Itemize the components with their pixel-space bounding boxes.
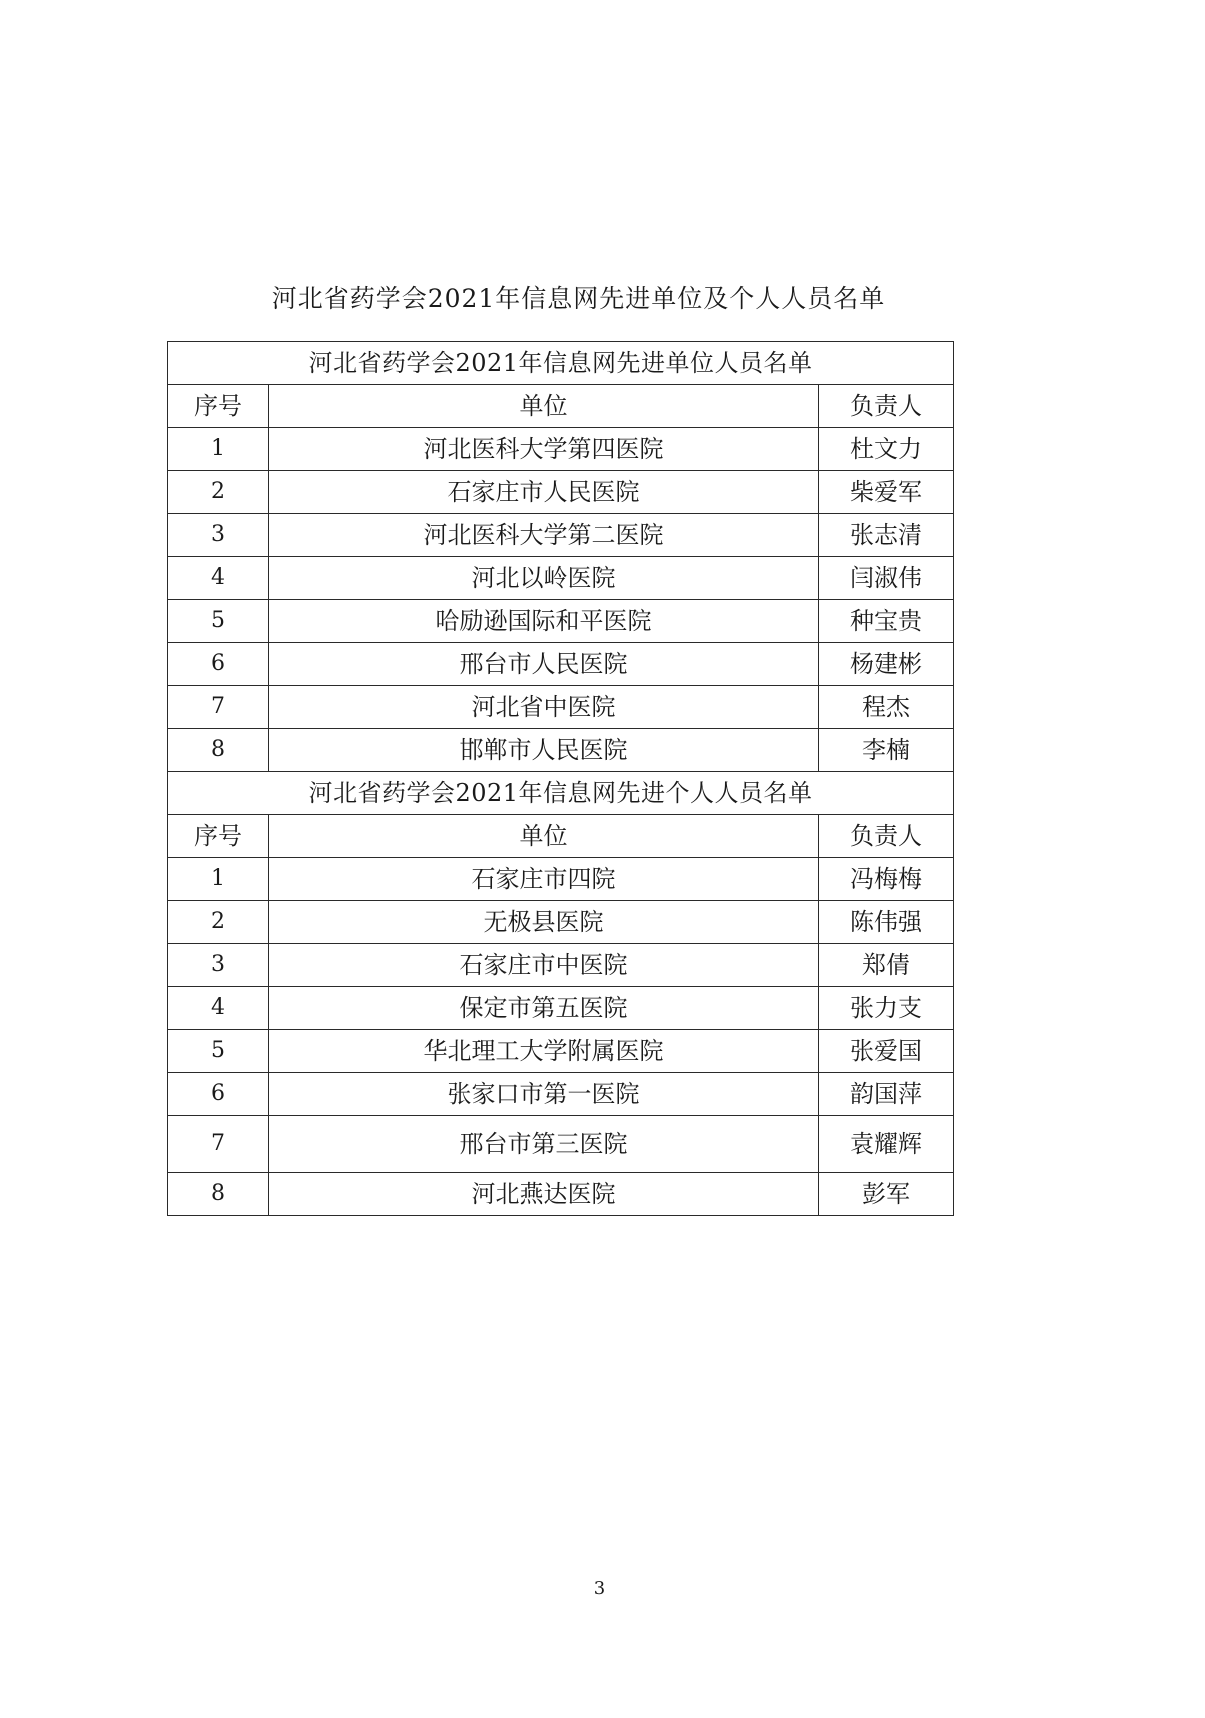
row-person: 闫淑伟 (819, 557, 954, 600)
table-row (168, 987, 954, 1030)
row-no: 7 (168, 686, 269, 729)
row-unit: 石家庄市四院 (269, 858, 819, 901)
table-row (168, 1030, 954, 1073)
row-person: 彭军 (819, 1173, 954, 1216)
row-unit: 张家口市第一医院 (269, 1073, 819, 1116)
row-person: 冯梅梅 (819, 858, 954, 901)
table-row (168, 901, 954, 944)
row-person: 杜文力 (819, 428, 954, 471)
row-person: 陈伟强 (819, 901, 954, 944)
row-unit: 邢台市人民医院 (269, 643, 819, 686)
row-person: 柴爱军 (819, 471, 954, 514)
header-row (168, 385, 954, 428)
document-title: 河北省药学会2021年信息网先进单位及个人人员名单 (271, 284, 886, 313)
row-person: 张志清 (819, 514, 954, 557)
row-person: 杨建彬 (819, 643, 954, 686)
row-no: 3 (168, 514, 269, 557)
row-no: 6 (168, 643, 269, 686)
table-row (168, 858, 954, 901)
row-person: 韵国萍 (819, 1073, 954, 1116)
row-unit: 河北以岭医院 (269, 557, 819, 600)
header-unit: 单位 (269, 815, 819, 858)
row-no: 4 (168, 987, 269, 1030)
table-row (168, 600, 954, 643)
row-no: 2 (168, 471, 269, 514)
row-person: 种宝贵 (819, 600, 954, 643)
row-no: 4 (168, 557, 269, 600)
table-row (168, 471, 954, 514)
row-no: 7 (168, 1116, 269, 1173)
section-title-units: 河北省药学会2021年信息网先进单位人员名单 (168, 342, 954, 385)
row-person: 袁耀辉 (819, 1116, 954, 1173)
row-no: 8 (168, 729, 269, 772)
table-row (168, 1073, 954, 1116)
row-unit: 邯郸市人民医院 (269, 729, 819, 772)
table-row (168, 729, 954, 772)
table-row (168, 428, 954, 471)
row-unit: 河北医科大学第四医院 (269, 428, 819, 471)
row-unit: 河北医科大学第二医院 (269, 514, 819, 557)
row-unit: 无极县医院 (269, 901, 819, 944)
table-row (168, 514, 954, 557)
row-no: 5 (168, 600, 269, 643)
section-title-row (168, 772, 954, 815)
table-row (168, 944, 954, 987)
header-person: 负责人 (819, 815, 954, 858)
row-unit: 邢台市第三医院 (269, 1116, 819, 1173)
table-row (168, 686, 954, 729)
row-unit: 石家庄市人民医院 (269, 471, 819, 514)
row-unit: 华北理工大学附属医院 (269, 1030, 819, 1073)
table-row (168, 1173, 954, 1216)
header-no: 序号 (168, 815, 269, 858)
row-unit: 河北省中医院 (269, 686, 819, 729)
row-person: 程杰 (819, 686, 954, 729)
row-no: 1 (168, 428, 269, 471)
header-person: 负责人 (819, 385, 954, 428)
row-unit: 河北燕达医院 (269, 1173, 819, 1216)
row-unit: 石家庄市中医院 (269, 944, 819, 987)
section-title-individuals: 河北省药学会2021年信息网先进个人人员名单 (168, 772, 954, 815)
row-no: 2 (168, 901, 269, 944)
header-no: 序号 (168, 385, 269, 428)
row-no: 1 (168, 858, 269, 901)
page-number: 3 (593, 1578, 606, 1599)
row-person: 李楠 (819, 729, 954, 772)
row-person: 郑倩 (819, 944, 954, 987)
header-row (168, 815, 954, 858)
row-no: 3 (168, 944, 269, 987)
row-unit: 保定市第五医院 (269, 987, 819, 1030)
roster-table (167, 341, 954, 1216)
row-no: 8 (168, 1173, 269, 1216)
row-no: 5 (168, 1030, 269, 1073)
section-title-row (168, 342, 954, 385)
row-no: 6 (168, 1073, 269, 1116)
table-row (168, 1116, 954, 1173)
row-unit: 哈励逊国际和平医院 (269, 600, 819, 643)
row-person: 张爱国 (819, 1030, 954, 1073)
table-row (168, 643, 954, 686)
row-person: 张力支 (819, 987, 954, 1030)
table-row (168, 557, 954, 600)
header-unit: 单位 (269, 385, 819, 428)
